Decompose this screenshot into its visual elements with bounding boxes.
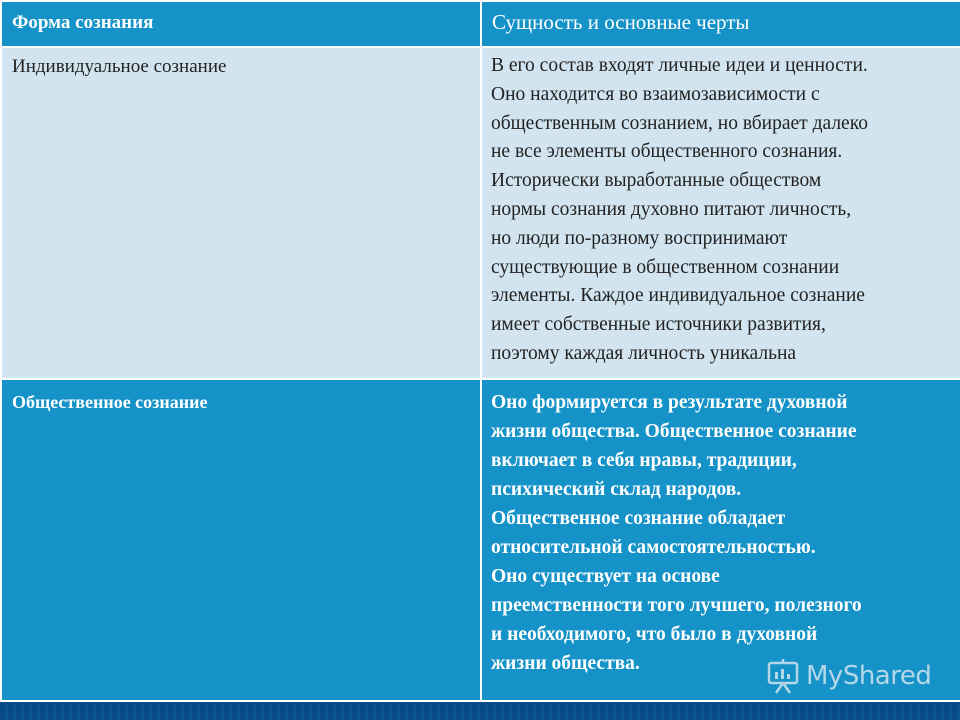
form-name-social: Общественное сознание (12, 392, 208, 412)
header-essence-label: Сущность и основные черты (492, 10, 750, 34)
description-line: и необходимого, что было в духовной (491, 624, 818, 645)
description-line: но люди по-разному воспринимают (491, 227, 788, 249)
description-line: психический склад народов. (491, 479, 742, 500)
header-cell-form (1, 1, 481, 47)
form-name-individual: Индивидуальное сознание (12, 56, 227, 77)
header-form-label: Форма сознания (12, 12, 154, 33)
header-cell-essence (481, 1, 960, 47)
form-cell (1, 47, 481, 379)
description-line: не все элементы общественного сознания. (491, 141, 843, 163)
description-cell (481, 379, 960, 701)
presentation-board-icon (766, 657, 800, 695)
description-cell (481, 47, 960, 379)
description-line: жизни общества. Общественное сознание (491, 421, 857, 442)
slide-bottom-strip (0, 705, 960, 720)
description-line: Исторически выработанные обществом (491, 170, 822, 192)
table-row (1, 47, 960, 379)
table-header-row (1, 1, 960, 47)
description-line: имеет собственные источники развития, (491, 314, 826, 336)
description-line: Оно находится во взаимозависимости с (491, 83, 820, 105)
table-row (1, 379, 960, 701)
description-line: Оно формируется в результате духовной (491, 392, 848, 413)
description-line: В его состав входят личные идеи и ценности. (491, 55, 868, 76)
watermark-text: MyShared (806, 661, 932, 691)
description-social (482, 380, 960, 678)
description-line: относительной самостоятельностью. (491, 537, 816, 558)
description-line: поэтому каждая личность уникальна (491, 342, 797, 364)
description-line: нормы сознания духовно питают личность, (491, 198, 852, 220)
description-line: существующие в общественном сознании (491, 256, 840, 278)
watermark (766, 654, 931, 698)
description-line: общественным сознанием, но вбирает далеко (491, 112, 868, 134)
description-line: Оно существует на основе (491, 566, 720, 587)
description-line: включает в себя нравы, традиции, (491, 450, 797, 471)
form-cell (1, 379, 481, 701)
description-line: элементы. Каждое индивидуальное сознание (491, 285, 865, 307)
description-line: Общественное сознание обладает (491, 508, 786, 529)
description-line: жизни общества. (491, 653, 640, 674)
description-individual (482, 48, 960, 369)
description-line: преемственности того лучшего, полезного (491, 595, 862, 616)
